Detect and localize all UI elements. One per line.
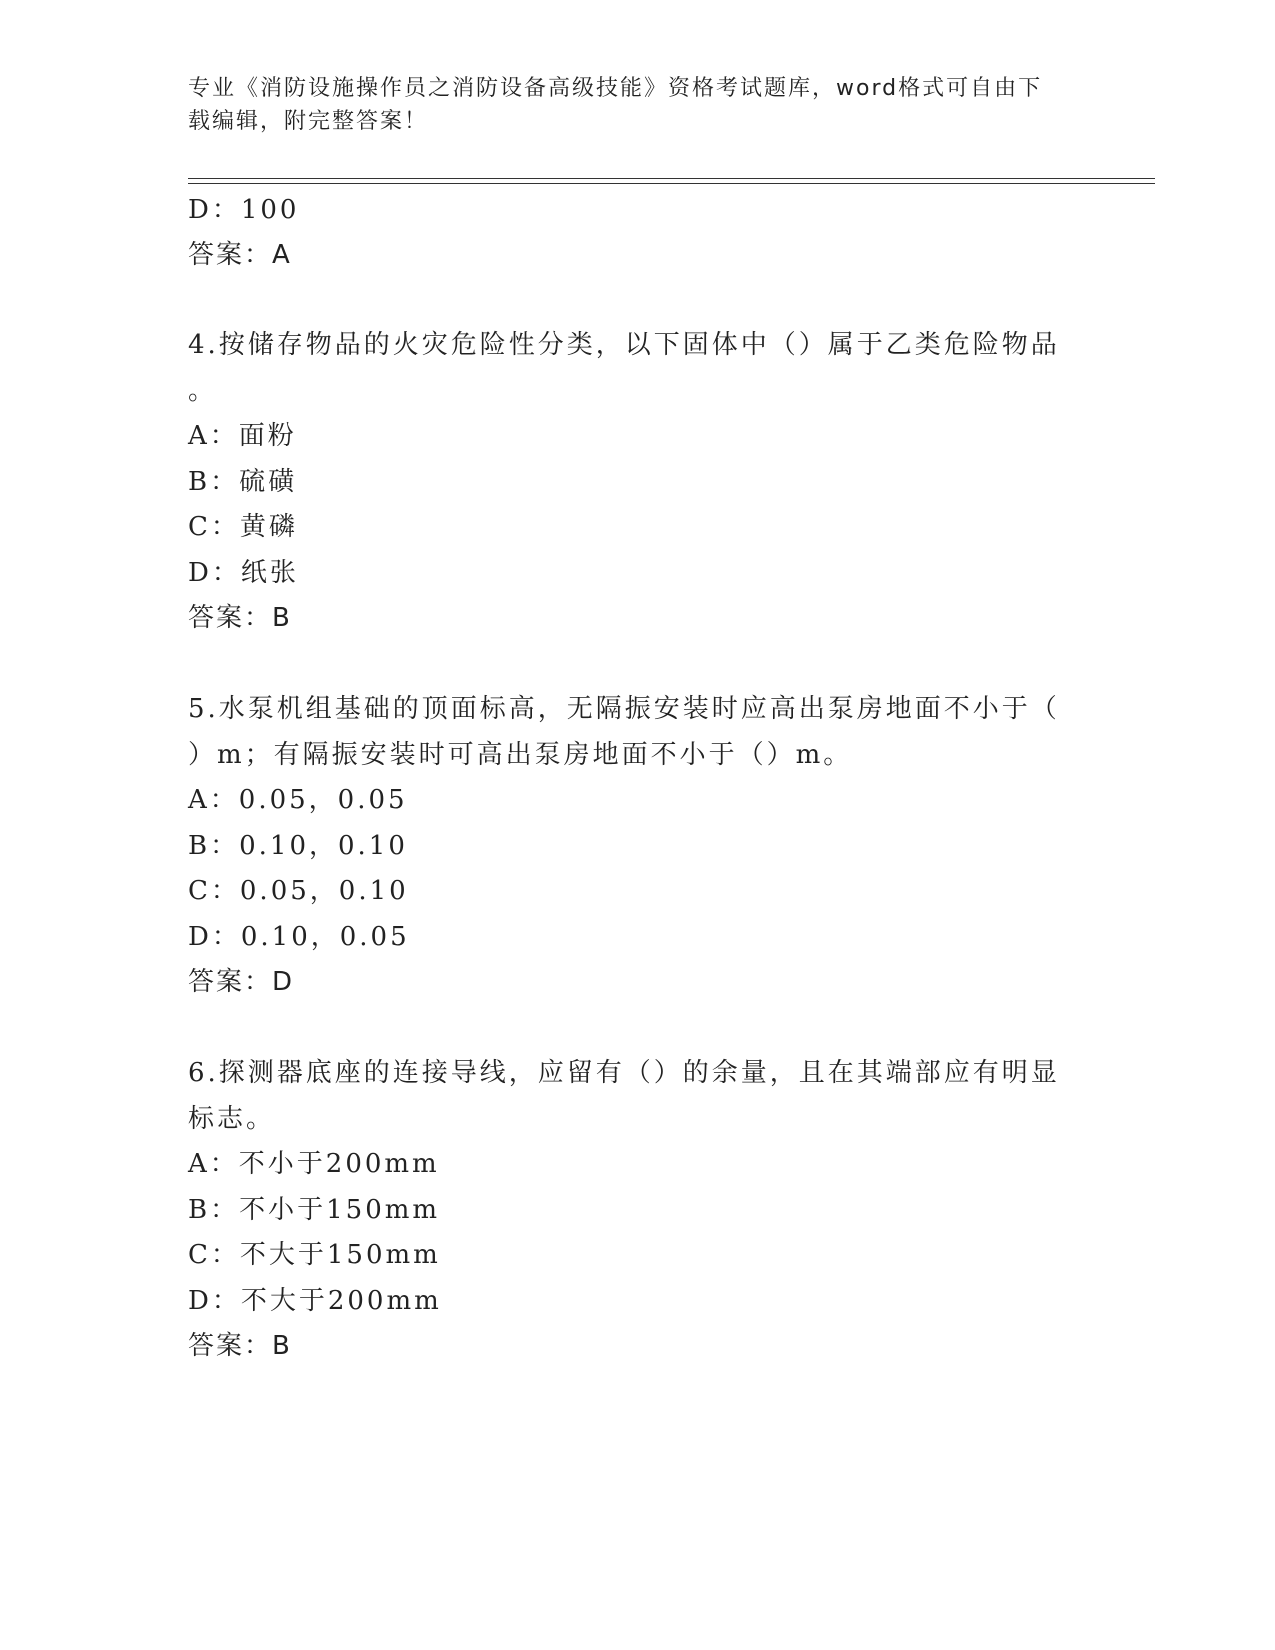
q5-option-d: D：0.10，0.05 <box>188 922 410 952</box>
document-header <box>188 72 1068 138</box>
q4-stem-line-1: 4.按储存物品的火灾危险性分类，以下固体中（）属于乙类危险物品 <box>188 330 1060 360</box>
q4-answer: 答案：B <box>188 603 292 633</box>
q5-option-b: B：0.10，0.10 <box>188 831 408 861</box>
q6-stem-line-1: 6.探测器底座的连接导线，应留有（）的余量，且在其端部应有明显 <box>188 1058 1060 1088</box>
q3-answer: 答案：A <box>188 240 292 270</box>
header-divider-top <box>188 178 1155 179</box>
q5-answer: 答案：D <box>188 967 295 997</box>
q5-option-a: A：0.05，0.05 <box>188 785 408 815</box>
q5-stem-line-1: 5.水泵机组基础的顶面标高，无隔振安装时应高出泵房地面不小于（ <box>188 694 1060 724</box>
header-line-2: 载编辑，附完整答案！ <box>188 109 429 134</box>
q4-option-d: D：纸张 <box>188 558 299 588</box>
q4-option-b: B：硫磺 <box>188 467 298 497</box>
q4-option-a: A：面粉 <box>188 421 297 451</box>
q6-answer: 答案：B <box>188 1331 292 1361</box>
q5-stem-line-2: ）m；有隔振安装时可高出泵房地面不小于（）m。 <box>188 740 853 770</box>
q6-option-d: D：不大于200mm <box>188 1286 442 1316</box>
q6-option-c: C：不大于150mm <box>188 1240 441 1270</box>
q4-stem-line-2: 。 <box>188 376 218 406</box>
q5-option-c: C：0.05，0.10 <box>188 876 409 906</box>
q3-option-d: D：100 <box>188 195 300 225</box>
header-line-1: 专业《消防设施操作员之消防设备高级技能》资格考试题库，word格式可自由下 <box>188 76 1043 101</box>
q6-option-b: B：不小于150mm <box>188 1195 441 1225</box>
q6-option-a: A：不小于200mm <box>188 1149 440 1179</box>
header-divider-bottom <box>188 183 1155 184</box>
q4-option-c: C：黄磷 <box>188 512 298 542</box>
q6-stem-line-2: 标志。 <box>188 1104 276 1134</box>
